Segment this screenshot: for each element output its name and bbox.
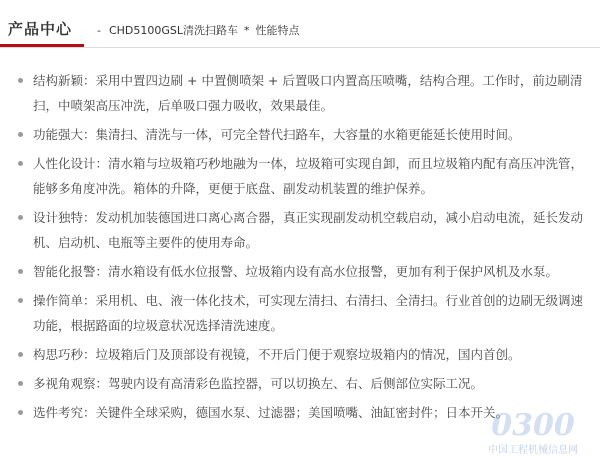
title-accent-bar [0, 44, 84, 47]
feature-text: 关键件全球采购，德国水泵、过滤器；美国喷嘴、油缸密封件；日本开关。 [95, 405, 509, 420]
breadcrumb-product-link[interactable]: CHD5100GSL清洗扫路车 [108, 24, 239, 37]
page-title: 产品中心 [8, 20, 73, 38]
feature-title: 功能强大 [33, 127, 84, 142]
breadcrumb [97, 22, 300, 38]
feature-text: 垃圾箱后门及顶部设有视镜，不开后门便于观察垃圾箱内的情况，国内首创。 [95, 347, 521, 362]
feature-title: 智能化报警 [33, 264, 96, 279]
feature-title: 结构新颖 [33, 73, 84, 88]
feature-text: 采用中置四边刷 + 中置侧喷架 + 后置吸口内置高压喷嘴，结构合理。工作时，前边刷清扫，中喷架高压冲洗，后单吸口强力吸收，效果最佳。 [33, 73, 583, 113]
bullet-icon [18, 410, 23, 415]
feature-title: 选件考究 [33, 405, 84, 420]
bullet-icon [18, 352, 23, 357]
feature-item: 构思巧秒：垃圾箱后门及顶部设有视镜，不开后门便于观察垃圾箱内的情况，国内首创。 [0, 342, 600, 367]
feature-title: 构思巧秒 [33, 347, 84, 362]
feature-text: 清水箱与垃圾箱巧秒地融为一体，垃圾箱可实现自卸，而且垃圾箱内配有高压冲洗管，能够多角度冲洗。箱体的升降，更便于底盘、副发动机装置的维护保养。 [33, 156, 584, 196]
bullet-icon [18, 132, 23, 137]
feature-title: 人性化设计 [33, 156, 96, 171]
feature-item: 操作简单：采用机、电、液一体化技术，可实现左清扫、右清扫、全清扫。行业首创的边刷无级调速功能，根据路面的垃圾意状况选择清洗速度。 [0, 288, 600, 338]
bullet-icon [18, 78, 23, 83]
feature-title: 设计独特 [33, 210, 84, 225]
feature-text: 清水箱设有低水位报警、垃圾箱内设有高水位报警，更加有利于保护风机及水泵。 [108, 264, 559, 279]
feature-item: 设计独特：发动机加装德国进口离心离合器，真正实现副发动机空载启动，减小启动电流，延长发动机、启动机、电瓶等主要件的使用寿命。 [0, 205, 600, 255]
feature-item: 人性化设计：清水箱与垃圾箱巧秒地融为一体，垃圾箱可实现自卸，而且垃圾箱内配有高压冲洗管，能够多角度冲洗。箱体的升降，更便于底盘、副发动机装置的维护保养。 [0, 151, 600, 201]
feature-text: 集清扫、清洗与一体，可完全替代扫路车，大容量的水箱更能延长使用时间。 [95, 127, 521, 142]
bullet-icon [18, 298, 23, 303]
feature-item: 智能化报警：清水箱设有低水位报警、垃圾箱内设有高水位报警，更加有利于保护风机及水泵。 [0, 259, 600, 284]
feature-text: 驾驶内设有高清彩色监控器，可以切换左、右、后侧部位实际工况。 [108, 376, 484, 391]
feature-title: 多视角观察 [33, 376, 96, 391]
feature-title: 操作简单 [33, 293, 84, 308]
breadcrumb-separator: * [244, 24, 250, 37]
feature-item: 结构新颖：采用中置四边刷 + 中置侧喷架 + 后置吸口内置高压喷嘴，结构合理。工作时，前边刷清扫，中喷架高压冲洗，后单吸口强力吸收，效果最佳。 [0, 68, 600, 118]
bullet-icon [18, 161, 23, 166]
feature-item: 多视角观察：驾驶内设有高清彩色监控器，可以切换左、右、后侧部位实际工况。 [0, 371, 600, 396]
page-header [0, 0, 600, 48]
watermark-logo: 0300 [491, 408, 575, 443]
breadcrumb-current-section: 性能特点 [255, 24, 300, 37]
watermark-text: 中国工程机械信息网 [488, 445, 578, 456]
bullet-icon [18, 381, 23, 386]
feature-text: 发动机加装德国进口离心离合器，真正实现副发动机空载启动，减小启动电流，延长发动机、启动机、电瓶等主要件的使用寿命。 [33, 210, 584, 250]
bullet-icon [18, 269, 23, 274]
feature-text: 采用机、电、液一体化技术，可实现左清扫、右清扫、全清扫。行业首创的边刷无级调速功能，根据路面的垃圾意状况选择清洗速度。 [33, 293, 584, 333]
bullet-icon [18, 215, 23, 220]
feature-list [0, 68, 600, 429]
feature-item: 功能强大：集清扫、清洗与一体，可完全替代扫路车，大容量的水箱更能延长使用时间。 [0, 122, 600, 147]
feature-item: 选件考究：关键件全球采购，德国水泵、过滤器；美国喷嘴、油缸密封件；日本开关。 [0, 400, 600, 425]
breadcrumb-dash: - [97, 24, 101, 37]
